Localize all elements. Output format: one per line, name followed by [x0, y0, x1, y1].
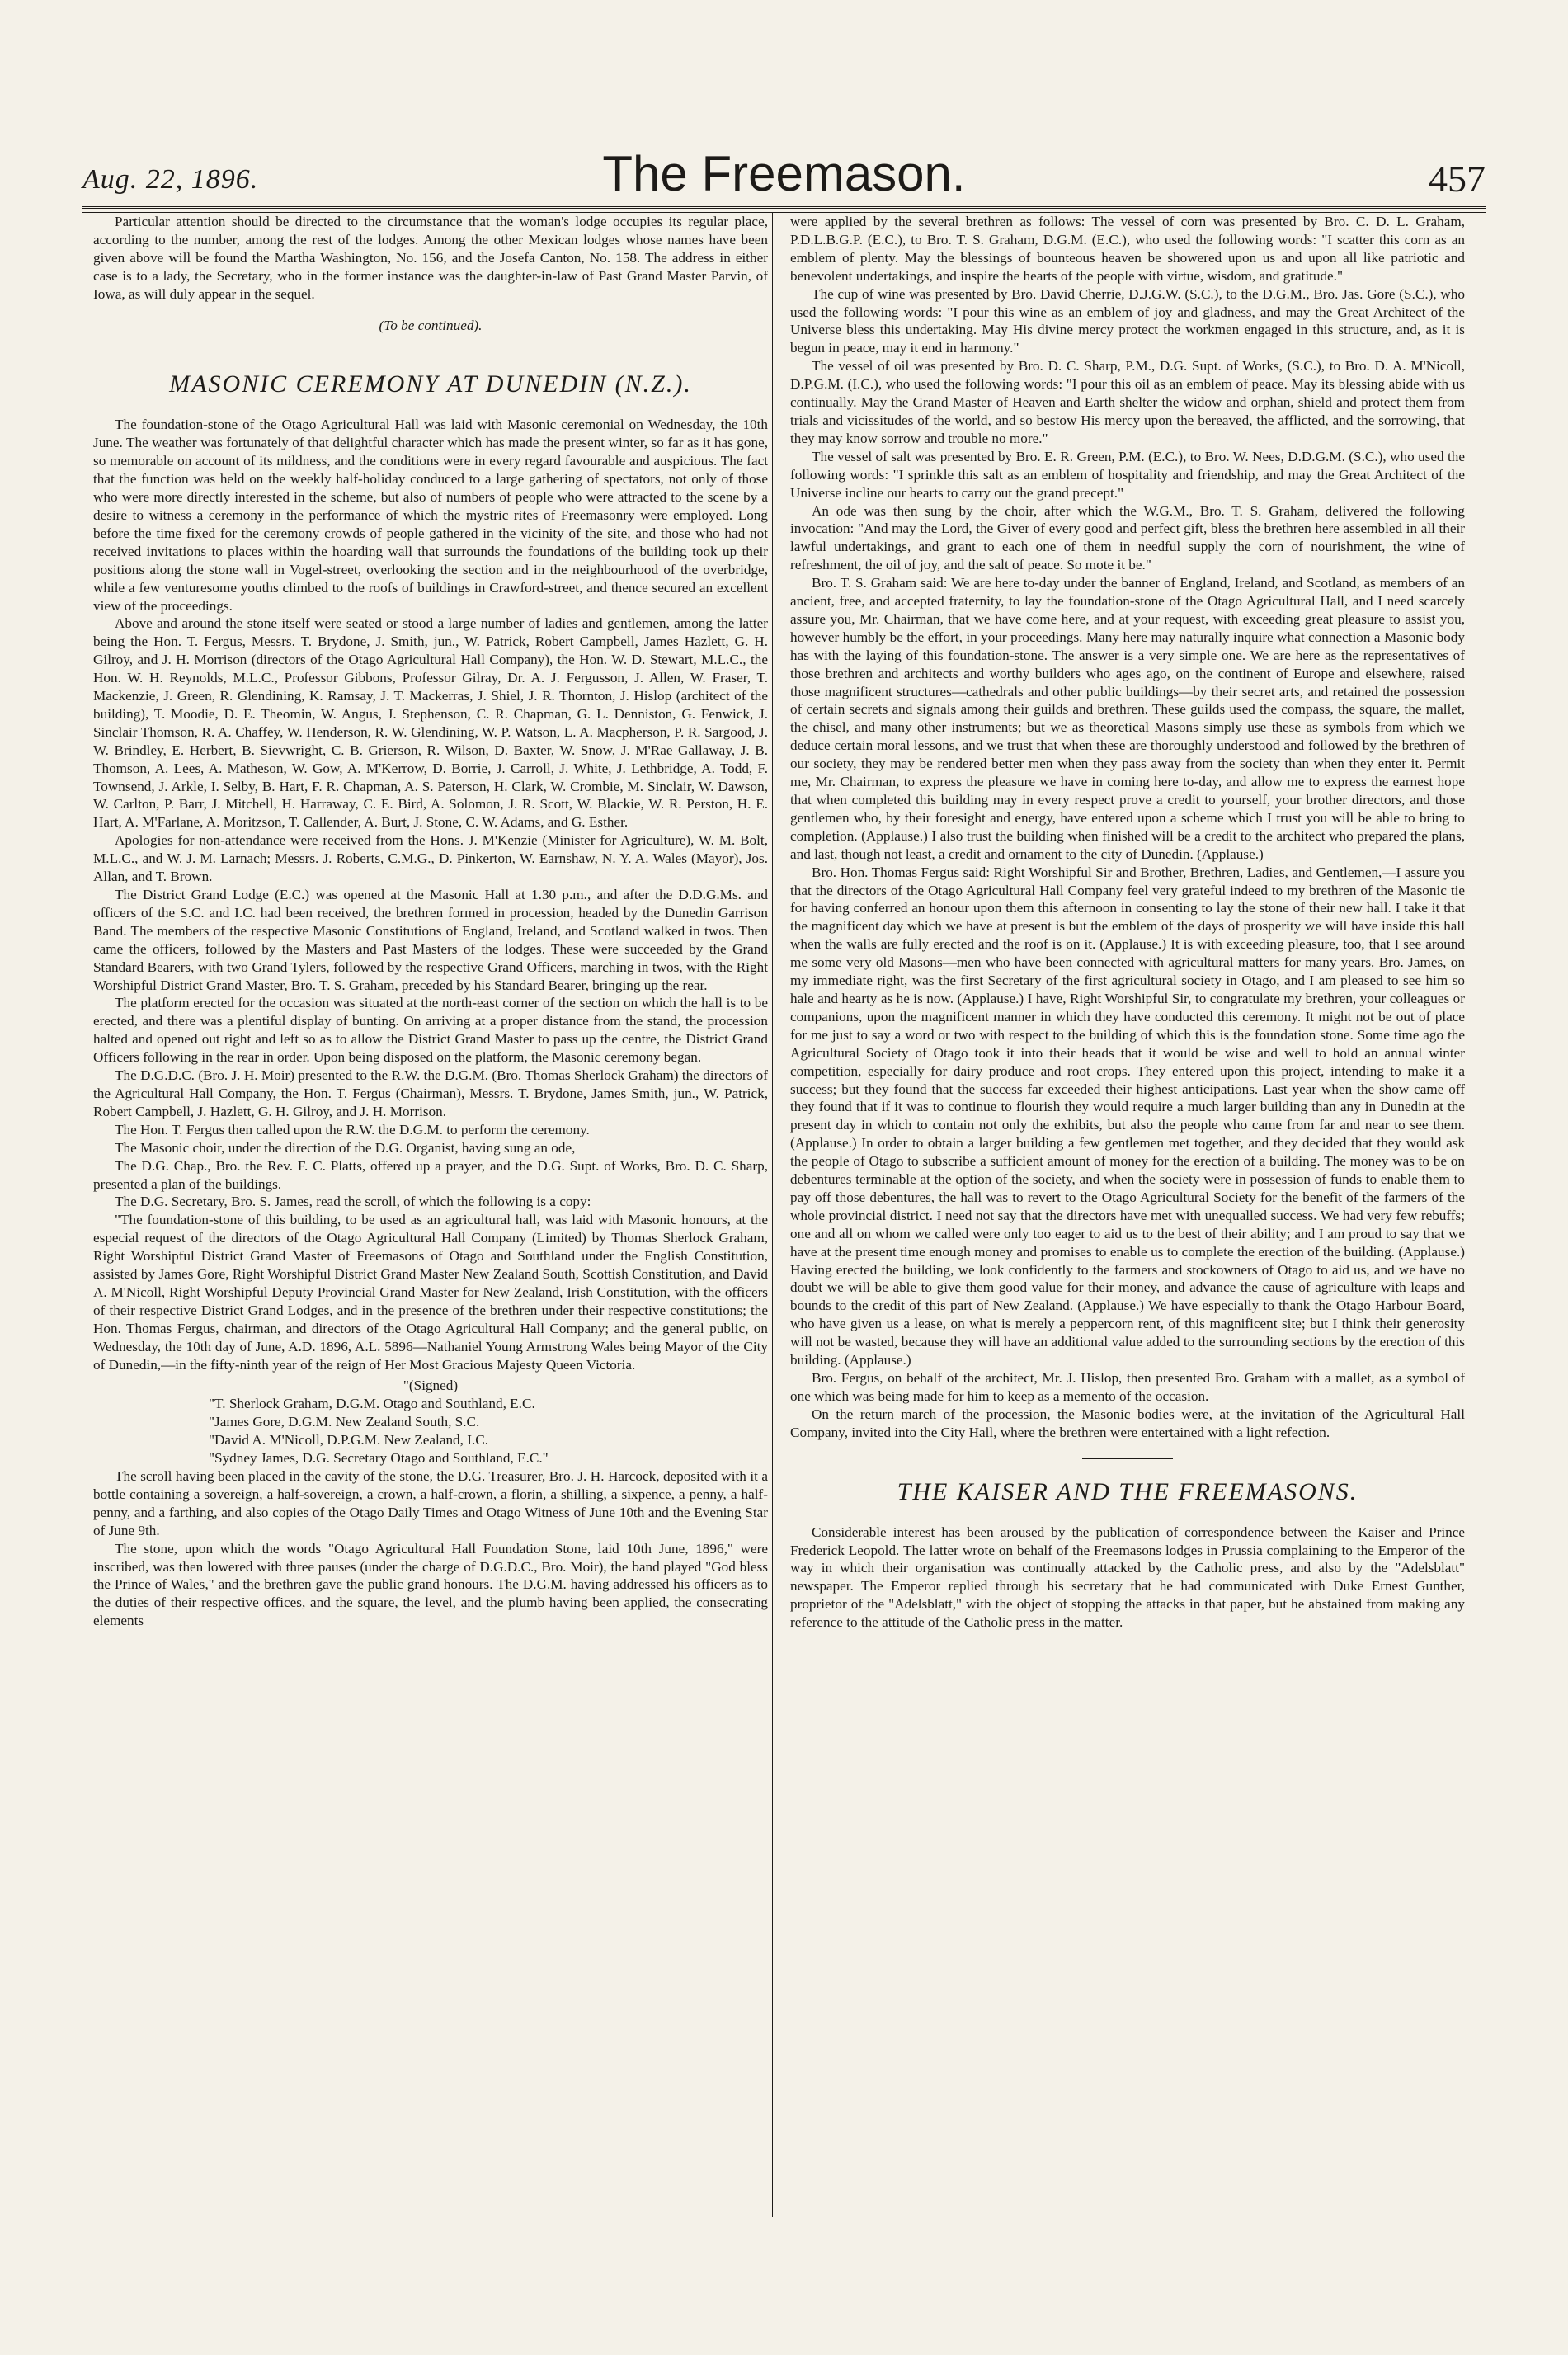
headline-dunedin: MASONIC CEREMONY AT DUNEDIN (N.Z.).: [169, 370, 692, 398]
signature-line: "David A. M'Nicoll, D.P.G.M. New Zealand, I.C.: [209, 1432, 489, 1448]
paragraph: The D.G. Chap., Bro. the Rev. F. C. Platts, offered up a prayer, and the D.G. Supt. of Works, Bro. D. C. Sharp, presented a plan of the buildings.: [93, 1157, 768, 1192]
right-column: [790, 213, 1465, 1632]
signature-line: "T. Sherlock Graham, D.G.M. Otago and Southland, E.C.: [209, 1396, 535, 1412]
paragraph: The platform erected for the occasion was situated at the north-east corner of the section on which the hall is to be erected, and there was a plentiful display of bunting. On arriving at a proper distance from the stand, the procession halted and opened out right and left so as to allow the District Grand Master to pass up the centre, the District Grand Officers following in the rear in order. Upon being disposed on the platform, the Masonic ceremony began.: [93, 995, 768, 1066]
masthead-rule: [82, 206, 1486, 213]
scroll-text: "The foundation-stone of this building, to be used as an agricultural hall, was laid with Masonic honours, at the especial request of the directors of the Otago Agricultural Hall Company (Limited) by Thomas Sherlock Graham, Right Worshipful District Grand Master of Freemasons of Otago and Southland under the English Constitution, assisted by James Gore, Right Worshipful District Grand Master New Zealand South, Scottish Constitution, and David A. M'Nicoll, Right Worshipful Deputy Provincial Grand Master for New Zealand, Irish Constitution, with the officers of their respective District Grand Lodges, and in the presence of the brethren under their respective constitutions; the Hon. Thomas Fergus, chairman, and directors of the Otago Agricultural Hall Company; and the general public, on Wednesday, the 10th day of June, A.D. 1896, A.L. 5896—Nathaniel Young Armstrong Wales being Mayor of the City of Dunedin,—in the fifty-ninth year of the reign of Her Most Gracious Majesty Queen Victoria.: [93, 1212, 768, 1373]
paragraph: Considerable interest has been aroused by the publication of correspondence between the Kaiser and Prince Frederick Leopold. The latter wrote on behalf of the Freemasons lodges in Prussia complaining to the Emperor of the way in which their organisation was continually attacked by the Catholic press, and also by the "Adelsblatt" newspaper. The Emperor replied through his secretary that he had communicated with Duke Ernest Gunther, proprietor of the "Adelsblatt," with the object of stopping the attacks in that paper, but he abstained from making any reference to the attitude of the Catholic press in the matter.: [790, 1524, 1465, 1631]
paragraph: The stone, upon which the words "Otago Agricultural Hall Foundation Stone, laid 10th June, 1896," were inscribed, was then lowered with three pauses (under the charge of D.G.D.C., Bro. Moir), the band played "God bless the Prince of Wales," and the brethren gave the public grand honours. The D.G.M. having addressed his officers as to the duties of their respective offices, and the square, the level, and the plumb having been applied, the consecrating elements: [93, 1540, 768, 1629]
signature-line: "Sydney James, D.G. Secretary Otago and Southland, E.C.": [209, 1450, 549, 1467]
signature-line: "James Gore, D.G.M. New Zealand South, S.C.: [209, 1414, 480, 1430]
issue-date: Aug. 22, 1896.: [82, 164, 259, 195]
signed-label: "(Signed): [403, 1378, 459, 1394]
paragraph: The cup of wine was presented by Bro. David Cherrie, D.J.G.W. (S.C.), to the D.G.M., Bro. Jas. Gore (S.C.), who used the following words: "I pour this wine as an emblem of joy and gladness, and may the Great Architect of the Universe bless this undertaking. May His divine mercy protect the workmen engaged in this structure, and, as it is begun in peace, may it end in harmony.": [790, 285, 1465, 356]
left-column: [93, 213, 768, 1630]
paragraph: Bro. T. S. Graham said: We are here to-day under the banner of England, Ireland, and Scotland, as members of an ancient, free, and accepted fraternity, to lay the foundation-stone of the Otago Agricultural Hall, and I need scarcely assure you, Mr. Chairman, that we have come here, and at your request, with exceeding great pleasure to assist you, however humbly be the effort, in your proceedings. Many here may naturally inquire what connection a Masonic body has with the laying of this foundation-stone. The answer is a very simple one. We are here as the representatives of those brethren and architects and worthy builders who ages ago, on the continent of Europe and elsewhere, raised those magnificent structures—cathedrals and other public buildings—by their secret arts, and retained the possession of certain secrets and signals among their guilds and brethren. These guilds used the compass, the square, the mallet, the chisel, and many other instruments; but we as theoretical Masons simply use these as symbols from which we deduce certain moral lessons, and we trust that when these are thoroughly understood and followed by the brethren of our society, they may be rendered better men when they pass away from the society than when they enter it. Permit me, Mr. Chairman, to express the pleasure we have in coming here to-day, and allow me to express the earnest hope that when completed this building may in every respect prove a credit to yourself, your brother directors, and those gentlemen who, by their foresight and energy, have entered upon a scheme which I trust you will be able to bring to completion. (Applause.) I also trust the building when finished will be a credit to the architect who prepared the plans, and last, though not least, a credit and ornament to the city of Dunedin. (Applause.): [790, 575, 1465, 862]
section-rule: [1082, 1458, 1173, 1459]
paragraph: were applied by the several brethren as follows: The vessel of corn was presented by Bro. C. D. L. Graham, P.D.L.B.G.P. (E.C.), to Bro. T. S. Graham, D.G.M. (E.C.), who used the following words: "I scatter this corn as an emblem of plenty. May the blessings of bounteous heaven be showered upon us and upon all like patriotic and benevolent undertakings, and inspire the hearts of the people with virtue, wisdom, and gratitude.": [790, 214, 1465, 284]
paragraph: On the return march of the procession, the Masonic bodies were, at the invitation of the Agricultural Hall Company, invited into the City Hall, where the brethren were entertained with a light refection.: [790, 1406, 1465, 1440]
paragraph: The Masonic choir, under the direction of the D.G. Organist, having sung an ode,: [115, 1139, 576, 1156]
article-intro-continued: Particular attention should be directed to the circumstance that the woman's lodge occupies its regular place, according to the number, among the rest of the lodges. Among the other Mexican lodges whose names have been given above will be found the Martha Washington, No. 156, and the Josefa Canton, No. 158. The address in either case is to a lady, the Secretary, who in the former instance was the daughter-in-law of Past Grand Master Parvin, of Iowa, as will duly appear in the sequel.: [93, 214, 768, 302]
column-divider: [772, 213, 773, 2217]
masthead: [82, 136, 1486, 202]
paragraph: An ode was then sung by the choir, after which the W.G.M., Bro. T. S. Graham, delivered the following invocation: "And may the Lord, the Giver of every good and perfect gift, bless the brethren here assembled in all their lawful undertakings, and grant to each one of them in needful supply the corn of nourishment, the wine of refreshment, the oil of joy, and the salt of peace. So mote it be.": [790, 502, 1465, 573]
paragraph: The District Grand Lodge (E.C.) was opened at the Masonic Hall at 1.30 p.m., and after the D.D.G.Ms. and officers of the S.C. and I.C. had been received, the brethren formed in procession, headed by the Dunedin Garrison Band. The members of the respective Masonic Constitutions of England, Ireland, and Scotland walked in twos. Then came the officers, followed by the Masters and Past Masters of the lodges. These were succeeded by the Grand Standard Bearers, with two Grand Tylers, followed by the respective Grand Officers, marching in twos, with the Right Worshipful District Grand Master, Bro. T. S. Graham, preceded by his Standard Bearer, bringing up the rear.: [93, 887, 768, 993]
publication-title: The Freemason.: [602, 146, 966, 201]
paragraph: The vessel of oil was presented by Bro. D. C. Sharp, P.M., D.G. Supt. of Works, (S.C.), to Bro. D. A. M'Nicoll, D.P.G.M. (I.C.), who used the following words: "I pour this oil as an emblem of peace. May its blessing abide with us continually. May the Grand Master of Heaven and Earth shelter the widow and orphan, shield and protect them from trials and vicissitudes of the world, and so bestow His mercy upon the bereaved, the afflicted, and the sorrowing, that they may know sorrow and trouble no more.": [790, 358, 1465, 446]
paragraph: Above and around the stone itself were seated or stood a large number of ladies and gentlemen, among the latter being the Hon. T. Fergus, Messrs. T. Brydone, J. Smith, jun., W. Patrick, Robert Campbell, James Hazlett, G. H. Gilroy, and J. H. Morrison (directors of the Otago Agricultural Hall Company), the Hon. W. D. Stewart, M.L.C., the Hon. W. H. Reynolds, M.L.C., Professor Gibbons, Professor Gilray, Dr. A. J. Fergusson, J. Allen, W. Fraser, T. Mackenzie, J. Green, R. Glendining, K. Ramsay, J. T. Mackerras, J. Shiel, J. R. Thornton, J. Hislop (architect of the building), T. Moodie, D. E. Theomin, W. Angus, J. Stephenson, C. R. Chapman, G. L. Denniston, G. Fenwick, J. Sinclair Thomson, R. A. Chaffey, W. Henderson, R. W. Glendining, W. P. Watson, L. A. Macpherson, P. R. Sargood, J. W. Brindley, E. Herbert, B. Sievwright, C. B. Grierson, R. Wilson, D. Baxter, W. Snow, J. M'Rae Gallaway, J. B. Thomson, A. Lees, A. Matheson, W. Gow, A. M'Kerrow, D. Borrie, J. Carroll, J. White, J. Lethbridge, A. Todd, F. Townsend, J. Arkle, I. Selby, B. Hart, F. R. Chapman, A. S. Paterson, H. Clark, W. Crombie, M. Sinclair, W. Dawson, W. Carlton, P. Barr, J. Mitchell, H. Harraway, C. E. Bird, A. Solomon, J. R. Scott, W. Blackie, W. R. Perston, H. E. Hart, A. M'Farlane, A. Moritzson, T. Callender, A. Burt, J. Stone, C. W. Adams, and G. Esther.: [93, 615, 768, 831]
to-be-continued: (To be continued).: [379, 317, 483, 333]
paragraph: The foundation-stone of the Otago Agricultural Hall was laid with Masonic ceremonial on Wednesday, the 10th June. The weather was fortunately of that delightful character which has made the present winter, so far as it has gone, so memorable on account of its mildness, and the conditions were in every regard favourable and auspicious. The fact that the function was held on the weekly half-holiday conduced to a large gathering of spectators, not only of those who were more directly interested in the scheme, but also of numbers of people who were attracted to the scene by a desire to witness a ceremony in the performance of which the mystric rites of Freemasonry were employed. Long before the time fixed for the ceremony crowds of people gathered in the vicinity of the site, and those who had not received invitations to places within the hoarding wall that surrounds the foundations of the building took up their positions along the stone wall in Vogel-street, overlooking the section and in the neighbourhood of the overbridge, while a few venturesome youths climbed to the roofs of buildings in Crawford-street, and thence secured an excellent view of the proceedings.: [93, 417, 768, 614]
paragraph: Bro. Hon. Thomas Fergus said: Right Worshipful Sir and Brother, Brethren, Ladies, and Gentlemen,—I assure you that the directors of the Otago Agricultural Hall Company feel very grateful indeed to my brethren of the Masonic tie for having conferred an honour upon them this afternoon in consenting to lay the stone of their new hall. I take it that the magnificent day which we have at present is but the emblem of the days of prosperity we will have inside this hall when the walls are fully erected and the roof is on it. (Applause.) It is with exceeding pleasure, too, that I see around me some very old Masons—men who have been connected with agricultural matters for many years. Bro. James, on my immediate right, was the first Secretary of the first agricultural society in Otago, and I am pleased to see him so hale and hearty as he is now. (Applause.) I have, Right Worshipful Sir, to congratulate my brethren, your colleagues or companions, upon the magnificent manner in which they have conducted this ceremony. It might not be out of place for me just to say a word or two with respect to the building of which this is the foundation stone. Some time ago the Agricultural Society of Otago took it into their heads that it would be wise and well to hold an annual winter competition, especially for dairy produce and root crops. They entered upon this project, intending to make it a success; but they found that the success far exceeded their highest anticipations. Last year when the show came off they found that if it was to continue to flourish they would require a much larger building than any in Dunedin at the present day in which to contain not only the exhibits, but also the people who came from far and near to see them. (Applause.) In order to obtain a larger building a few gentlemen met together, and they decided that they would ask the people of Otago to subscribe a sufficient amount of money for the erection of a building. The money was to be on debentures terminable at the option of the society, and when the society were in possession of funds to enable them to pay off those debentures, the hall was to revert to the Otago Agricultural Society for the benefit of the farmers of the whole provincial district. I need not say that the directors have met with unequalled success. We had very few rebuffs; one and all on whom we called were only too eager to aid us to the best of their ability; and I am proud to say that we have at the present time enough money and promises to enable us to complete the erection of the building. (Applause.) Having erected the building, we look confidently to the farmers and stockowners of Otago to aid us, and we have no doubt we will be able to give them good value for their money, and advance the cause of agriculture with leaps and bounds to the credit of this part of New Zealand. (Applause.) We have especially to thank the Otago Harbour Board, who have given us a lease, on what is merely a peppercorn rent, of this magnificent site; but I think their generosity will not be wasted, because they will have an additional value added to the surrounding sections by the erection of this building. (Applause.): [790, 864, 1465, 1368]
paragraph: The Hon. T. Fergus then called upon the R.W. the D.G.M. to perform the ceremony.: [115, 1121, 590, 1137]
page-number: 457: [1429, 158, 1486, 200]
paragraph: The scroll having been placed in the cavity of the stone, the D.G. Treasurer, Bro. J. H. Harcock, deposited with it a bottle containing a sovereign, a half-sovereign, a crown, a half-crown, a florin, a shilling, a sixpence, a penny, a half-penny, and a farthing, and also copies of the Otago Daily Times and Otago Witness of June 10th and the Evening Star of June 9th.: [93, 1468, 768, 1538]
paragraph: The D.G.D.C. (Bro. J. H. Moir) presented to the R.W. the D.G.M. (Bro. Thomas Sherlock Graham) the directors of the Agricultural Hall Company, the Hon. T. Fergus (Chairman), Messrs. T. Brydone, James Smith, jun., W. Patrick, Robert Campbell, J. Hazlett, G. H. Gilroy, and J. H. Morrison.: [93, 1067, 768, 1119]
paragraph: Bro. Fergus, on behalf of the architect, Mr. J. Hislop, then presented Bro. Graham with a mallet, as a symbol of one which was being made for him to keep as a memento of the occasion.: [790, 1370, 1465, 1404]
paragraph: The vessel of salt was presented by Bro. E. R. Green, P.M. (E.C.), to Bro. W. Nees, D.D.G.M. (S.C.), who used the following words: "I sprinkle this salt as an emblem of hospitality and friendship, and may the Great Architect of the Universe incline our hearts to carry out the grand precept.": [790, 448, 1465, 501]
paragraph: The D.G. Secretary, Bro. S. James, read the scroll, of which the following is a copy:: [115, 1194, 591, 1210]
headline-kaiser: THE KAISER AND THE FREEMASONS.: [897, 1477, 1358, 1505]
paragraph: Apologies for non-attendance were received from the Hons. J. M'Kenzie (Minister for Agriculture), W. M. Bolt, M.L.C., and W. J. M. Larnach; Messrs. J. Roberts, C.M.G., D. Pinkerton, W. Earnshaw, N. Y. A. Wales (Mayor), Jos. Allan, and T. Brown.: [93, 832, 768, 885]
